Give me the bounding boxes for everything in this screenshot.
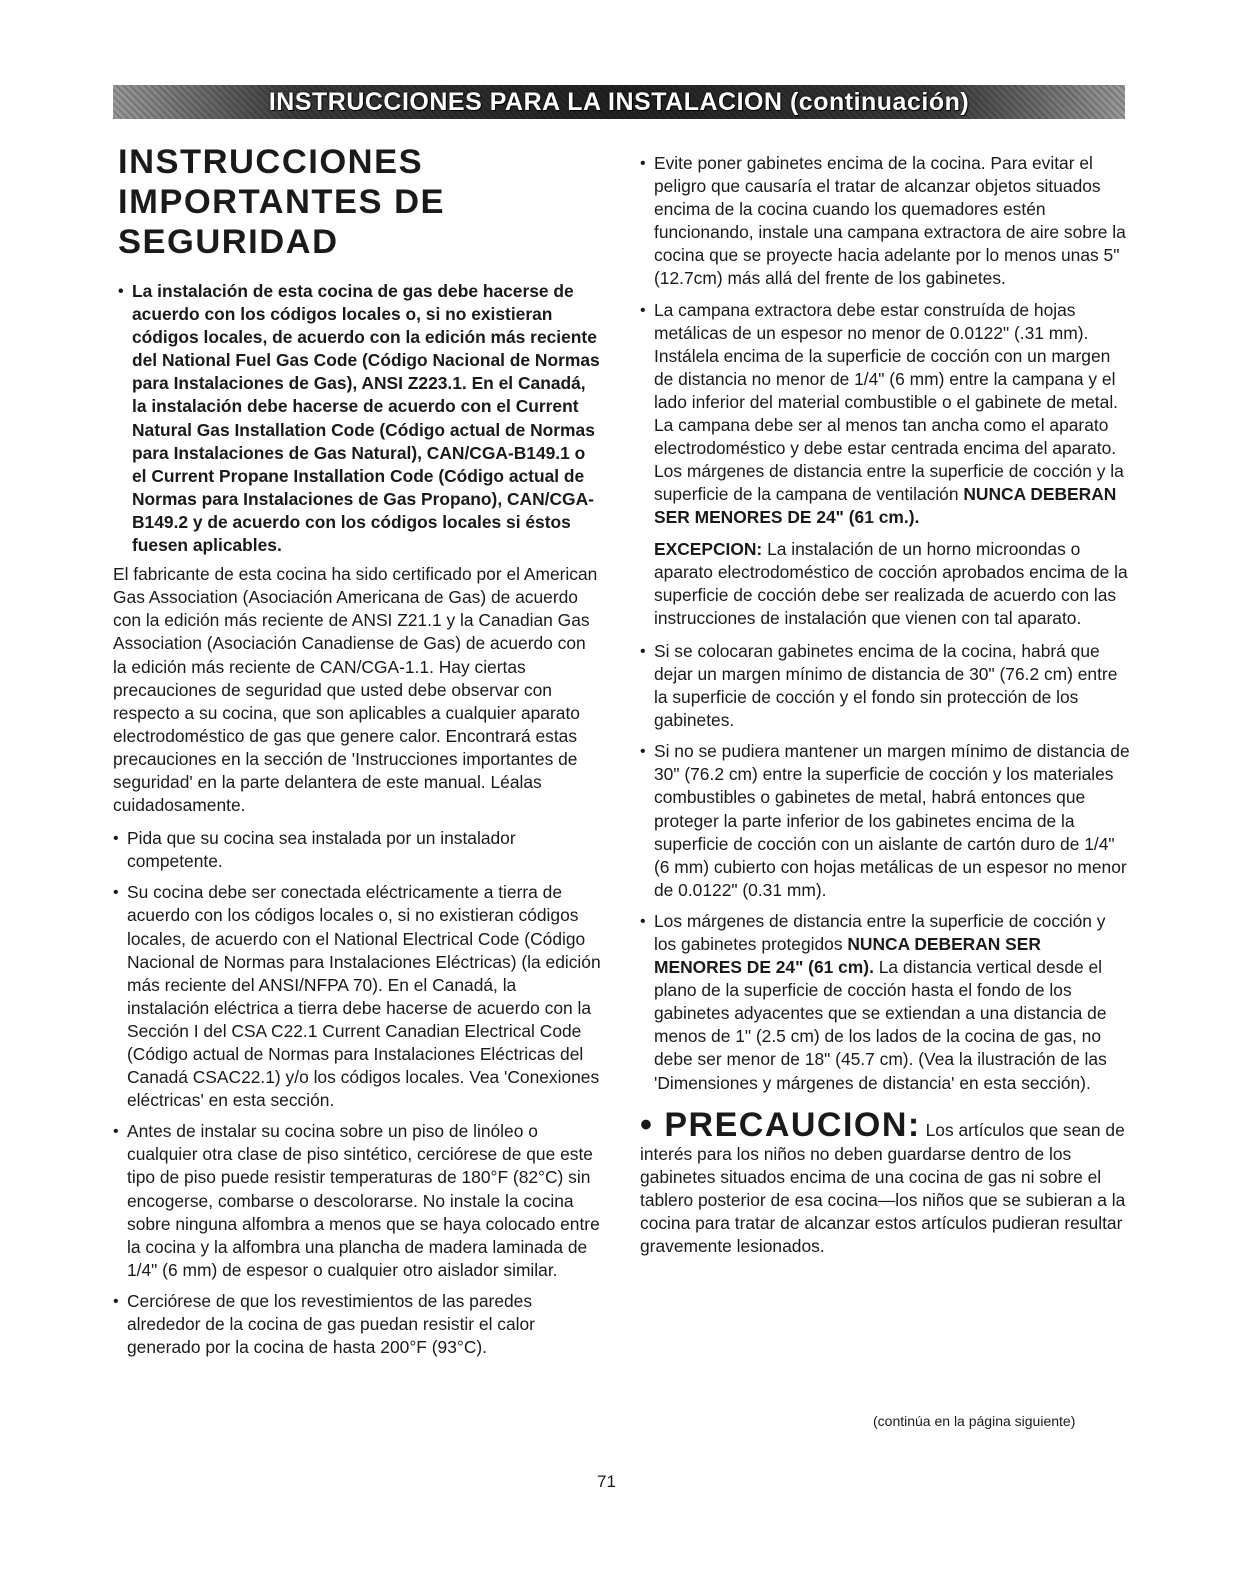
- left-column: [113, 142, 603, 1367]
- clearance-text-a: Los márgenes de distancia entre la superficie de cocción y los gabinetes protegidos: [654, 910, 1106, 954]
- exception-text: La instalación de un horno microondas o aparato electrodoméstico de cocción aprobados encima de la superficie de cocción debe ser realizada de acuerdo con las instrucciones de instalación que vienen con tal aparato.: [654, 538, 1128, 628]
- list-item-protected-cabinets: [640, 910, 1132, 1095]
- list-item-wall-coverings: • Cerciórese de que los revestimientos de las paredes alrededor de la cocina de gas puedan resistir el calor generado por la cocina de hasta 200°F (93°C).: [113, 1290, 603, 1359]
- list-item-grounding: • Su cocina debe ser conectada eléctricamente a tierra de acuerdo con los códigos locales o, si no existieran códigos locales, de acuerdo con el National Electrical Code (Código Nacional de Normas para Instalaciones Eléctricas) (la edición más reciente del ANSI/NFPA 70). En el Canadá, la instalación eléctrica a tierra debe hacerse de acuerdo con la Sección I del CSA C22.1 Current Canadian Electrical Code (Código actual de Normas para Instalaciones Eléctricas del Canadá CSAC22.1) y/o los códigos locales. Vea 'Conexiones eléctricas' en esta sección.: [113, 881, 603, 1112]
- section-banner: [113, 85, 1125, 119]
- left-bullet-list: [113, 827, 603, 1359]
- caution-label: PRECAUCION:: [664, 1105, 921, 1144]
- caution-paragraph: [640, 1107, 1132, 1258]
- exception-label: EXCEPCION:: [654, 538, 763, 559]
- clearance-warning: NUNCA DEBERAN SER MENORES DE 24" (61 cm).: [654, 934, 1041, 978]
- list-item-flooring: • Antes de instalar su cocina sobre un piso de linóleo o cualquier otra clase de piso sintético, cerciórese de que este tipo de piso puede resistir temperaturas de 180°F (82°C) sin encogerse, combarse o descolorarse. No instale la cocina sobre ninguna alfombra a menos que se haya colocado entre la cocina y la alfombra una plancha de madera laminada de 1/4" (6 mm) de espesor o cualquier otro aislador similar.: [113, 1120, 603, 1282]
- caution-text: Los artículos que sean de interés para los niños no deben guardarse dentro de los gabinetes situados encima de una cocina de gas ni sobre el tablero posterior de esa cocina—los niños que se subieran a la cocina para tratar de alcanzar estos artículos pudieran resultar gravemente lesionados.: [640, 1119, 1126, 1257]
- heading-line-2: IMPORTANTES DE: [118, 183, 446, 221]
- continued-note: (continúa en la página siguiente): [873, 1413, 1076, 1429]
- banner-title: INSTRUCCIONES PARA LA INSTALACION (continuación): [268, 87, 970, 116]
- heading-line-3: SEGURIDAD: [118, 223, 339, 261]
- safety-heading: [118, 142, 603, 262]
- page-number: 71: [597, 1472, 616, 1491]
- list-item-installer: • Pida que su cocina sea instalada por un instalador competente.: [113, 827, 603, 873]
- gas-code-list: [113, 280, 603, 557]
- list-item-avoid-cabinets: • Evite poner gabinetes encima de la cocina. Para evitar el peligro que causaría el tratar de alcanzar objetos situados encima de la cocina cuando los quemadores estén funcionando, instale una campana extractora de aire sobre la cocina que se proyecte hacia adelante por lo menos unas 5" (12.7cm) más allá del frente de los gabinetes.: [640, 152, 1132, 291]
- heading-line-1: INSTRUCCIONES: [118, 143, 424, 181]
- right-bullet-list-2: [640, 640, 1132, 1095]
- certification-paragraph: El fabricante de esta cocina ha sido certificado por el American Gas Association (Asociación Americana de Gas) de acuerdo con la edición más reciente de ANSI Z21.1 y la Canadian Gas Association (Asociación Canadiense de Gas) de acuerdo con la edición más reciente de CAN/CGA-1.1. Hay ciertas precauciones de seguridad que usted debe observar con respecto a su cocina, que son aplicables a cualquier aparato electrodoméstico de gas que genere calor. Encontrará estas precauciones en la sección de 'Instrucciones importantes de seguridad' en la parte delantera de este manual. Léalas cuidadosamente.: [113, 564, 598, 816]
- list-item-insulation: • Si no se pudiera mantener un margen mínimo de distancia de 30" (76.2 cm) entre la superficie de cocción y los materiales combustibles o gabinetes de metal, habrá entonces que proteger la parte inferior de los gabinetes encima de la superficie de cocción con un aislante de cartón duro de 1/4" (6 mm) cubierto con hojas metálicas de un espesor no menor de 0.0122" (0.31 mm).: [640, 740, 1132, 902]
- caution-bullet: •: [640, 1105, 665, 1144]
- hood-warning: NUNCA DEBERAN SER MENORES DE 24" (61 cm.).: [654, 484, 1117, 528]
- hood-text: La campana extractora debe estar construída de hojas metálicas de un espesor no menor de 0.0122" (.31 mm). Instálela encima de la superficie de cocción con un margen de distancia no menor de 1/4" (6 mm) entre la campana y el lado inferior del material combustible o el gabinete de metal. La campana debe ser al menos tan ancha como el aparato electrodoméstico y debe estar centrada encima del aparato. Los márgenes de distancia entre la superficie de cocción y la superficie de la campana de ventilación: [654, 299, 1124, 505]
- right-column: [640, 152, 1132, 1268]
- gas-code-bullet: • La instalación de esta cocina de gas debe hacerse de acuerdo con los códigos locales o, si no existieran códigos locales, de acuerdo con la edición más reciente del National Fuel Gas Code (Código Nacional de Normas para Instalaciones de Gas), ANSI Z223.1. En el Canadá, la instalación debe hacerse de acuerdo con el Current Natural Gas Installation Code (Código actual de Normas para Instalaciones de Gas Natural), CAN/CGA-B149.1 o el Current Propane Installation Code (Código actual de Normas para Instalaciones de Gas Propano), CAN/CGA-B149.2 y de acuerdo con los códigos locales si éstos fuesen aplicables.: [118, 280, 603, 557]
- list-item-hood: [640, 299, 1132, 530]
- clearance-text-b: La distancia vertical desde el plano de la superficie de cocción hasta el fondo de los gabinetes adyacentes que se extiendan a una distancia de menos de 1" (2.5 cm) de los lados de la cocina de gas, no debe ser menor de 18" (45.7 cm). (Vea la ilustración de las 'Dimensiones y márgenes de distancia' en esta sección).: [654, 957, 1107, 1093]
- exception-paragraph: [640, 538, 1132, 630]
- list-item-min-clearance: • Si se colocaran gabinetes encima de la cocina, habrá que dejar un margen mínimo de distancia de 30" (76.2 cm) entre la superficie de cocción y el fondo sin protección de los gabinetes.: [640, 640, 1132, 732]
- right-bullet-list: [640, 152, 1132, 530]
